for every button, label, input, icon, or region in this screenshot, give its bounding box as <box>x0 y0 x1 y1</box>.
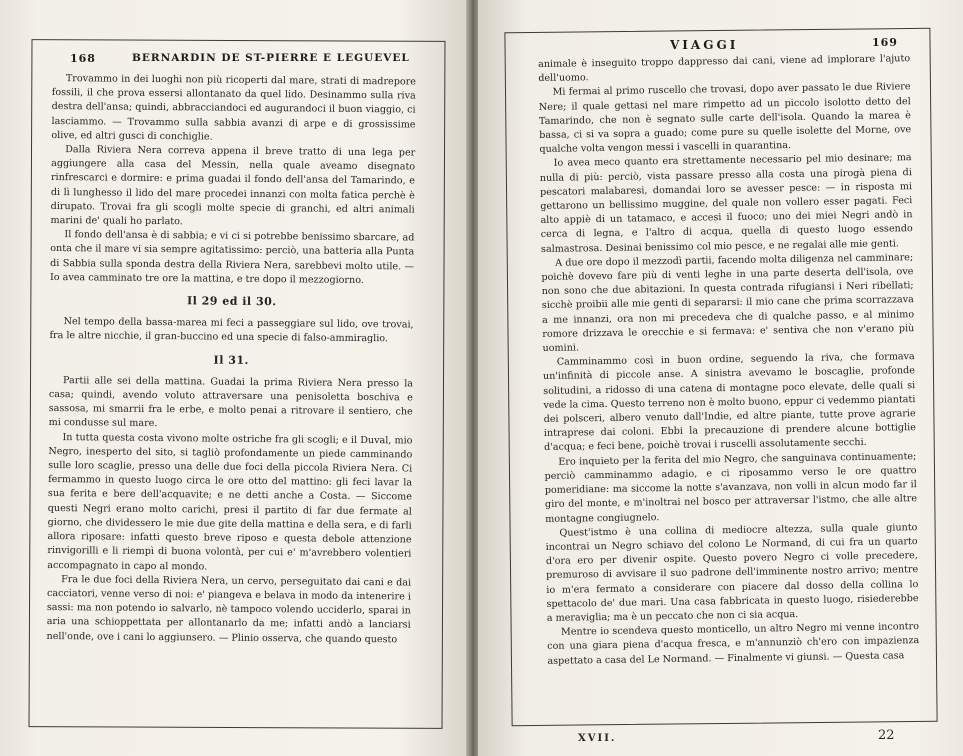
folio-number: 22 <box>878 728 895 743</box>
section-heading: Il 29 ed il 30. <box>186 294 277 309</box>
right-paragraph: Mentre io scendeva questo monticello, un altro Negro mi venne incontro con una giara piena d'acqua fresca, e m'annunziò ch'ero con impazienza aspettato a casa del Le Normand. — Finalmente vi giunsi. — Questa casa <box>547 621 920 667</box>
left-paragraph: Partii alle sei della mattina. Guadai la prima Riviera Nera presso la casa; quindi, avendo voluto attraversare una penisoletta boschiva e sassosa, mi smarrii fra le erbe, e molto penai a ritrovare il sentiero, che mi condusse sul mare. <box>48 374 414 430</box>
right-paragraph: Quest'istmo è una collina di mediocre altezza, sulla quale giunto incontrai un Negro schiavo del colono Le Normand, di cui fra un quarto d'ora ero per divenir ospite. Questo povero Negro ci volle precedere, premuroso di avvisare il suo padrone dell'imminente nostro arrivo; mentre io m'era fermato a considerare con piacere dal dosso della collina lo spettacolo de' due mari. Una casa fabbricata in questo luogo, risiederebbe a meraviglia; ma è un peccato che non ci sia acqua. <box>545 521 919 624</box>
right-running-head: VIAGGI <box>670 38 739 52</box>
right-paragraph: Io avea meco quanto era strettamente necessario pel mio desinare; ma nulla di più: perciò, vista passare presso alla costa una pirogà piena di pescatori malabaresi, domandai loro se avesser pesce: — in risposta mi gettarono un bellissimo muggine, del quale non vollero esser pagati. Feci alto appiè di un tatamaco, e accesi il fuoco; uno dei miei Negri andò in cerca di legna, e l'altro di acqua, quella di questo luogo essendo salmastrosa. Desinai benissimo col mio pesce, e ne regalai alle mie genti. <box>539 152 913 255</box>
right-paragraph: Mi fermai al primo ruscello che trovasi, dopo aver passato le due Riviere Nere; il quale gettasi nel mare rimpetto ad un piccolo isolotto detto del Tamarindo, che non è segnato sulle carte dell'isola. Quando la marea è bassa, ci si va sopra a guado; come pure su quelle isolette del Morne, ove qualche volta vengon messi i vascelli in quarantina. <box>538 81 912 156</box>
right-page-number: 169 <box>872 36 898 49</box>
left-paragraph: In tutta questa costa vivono molte ostriche fra gli scogli; e il Duval, mio Negro, inesperto del sito, si tagliò profondamente un piede camminando sulle loro scaglie, presso una delle due foci della piccola Riviera Nera. Ci fermammo in questo luogo circa le ore otto del mattino: gli feci lavar la sua ferita e bere dell'acquavite; e ne detti anche a Costa. — Siccome questi Negri erano molto carichi, presi il partito di far due fermate al giorno, che dividessero le mie due gite della mattina e della sera, e di farli allora riposare: infatti questo breve riposo e questa debole attenzione rinvigorilli e li riempì di buona volontà, per cui e' m'avrebbero volentieri accompagnato in capo al mondo. <box>47 431 413 573</box>
right-page <box>478 0 963 756</box>
section-heading: Il 31. <box>213 353 249 367</box>
right-paragraph: Camminammo così in buon ordine, seguendo la riva, che formava un'infinità di piccole anse. A sinistra avevamo le boscaglie, profonde solitudini, a ridosso di una catena di montagne poco elevate, delle quali si vede la cima. Questo terreno non è molto buono, eppur ci vedemmo piantati dei polsceri, albero venuto dall'Indie, ed altre piante, tutte prove agrarie intraprese dai coloni. Ebbi la precauzione di prendere alcune bottiglie d'acqua; e feci bene, poichè trovai i ruscelli assolutamente secchi. <box>542 351 916 454</box>
right-body <box>538 52 920 669</box>
left-paragraph: Dalla Riviera Nera correva appena il breve tratto di una lega per aggiungere alla casa del Messin, nella quale aveamo disegnato rinfrescarci e dormire: e prima guadai il fondo dell'ansa del Tamarindo, e di lì lunghesso il lido del mare procedei innanzi con molta fatica perchè è dirupato. Trovai fra gli scogli molte specie di granchi, ed altri animali marini de' quali ho parlato. <box>50 144 416 228</box>
left-paragraph: Il fondo dell'ansa è di sabbia; e vi ci si potrebbe benissimo sbarcare, ad onta che il mare vi sia sempre agitatissimo: perciò, una batteria alla Punta di Sabbia sulla sponda destra della Riviera Nera, sarebbevi molto utile. — Io avea camminato tre ore la mattina, e tre dopo il mezzogiorno. <box>49 229 415 286</box>
left-page <box>0 0 468 756</box>
right-paragraph: animale è inseguito troppo dappresso dai cani, viene ad implorare l'ajuto dell'uomo. <box>538 53 911 85</box>
left-page-number: 168 <box>70 52 96 65</box>
right-paragraph: Ero inquieto per la ferita del mio Negro, che sanguinava continuamente; perciò camminammo adagio, e ci riposammo verso le ore quattro pomeridiane: ma siccome la notte s'avanzava, non volli in alcun modo far il giro del monte, e m'inoltrai nel bosco per attraversar l'istmo, che alle altre montagne congiugnelo. <box>544 450 918 525</box>
left-paragraph: Trovammo in dei luoghi non più ricoperti dal mare, strati di madrepore fossili, il che prova essersi allontanato da quel lido. Desinammo sulla riva destra dell'ansa; quindi, abbracciandoci ed augurandoci il buon viaggio, ci lasciammo. — Trovammo sulla sabbia avanzi di arpe e di grossissime olive, ed altri gusci di conchiglie. <box>51 73 416 143</box>
left-paragraph: Fra le due foci della Riviera Nera, un cervo, perseguitato dai cani e dai cacciatori, venne verso di noi: e' piangeva e belava in modo da intenerire i sassi: ma non potendo io salvarlo, nè tampoco volendo ucciderlo, sparai in aria una schioppettata per allontanarlo da me; infatti andò a lanciarsi nell'onde, ove i cani lo aggiunsero. — Plinio osserva, che quando questo <box>46 573 412 645</box>
right-paragraph: A due ore dopo il mezzodì partii, facendo molta diligenza nel camminare; poichè dovevo fare più di venti leghe in una parte deserta dell'isola, ove non sono che due abitazioni. In questa contrada rifugiansi i Neri ribellati; sicchè proibii alle mie genti di separarsi: il mio cane che prima scorrazzava a me innanzi, ora non mi precedeva che di qualche passo, e al minimo romore drizzava le orecchie e si fermava: e' sentiva che non v'erano più uomini. <box>541 251 915 355</box>
signature-mark: XVII. <box>578 733 617 744</box>
left-running-head: BERNARDIN DE ST-PIERRE E LEGUEVEL <box>132 52 410 64</box>
left-paragraph: Nel tempo della bassa-marea mi feci a passeggiare sul lido, ove trovai, fra le altre nicchie, il gran-buccino ed una specie di falso-ammiraglio. <box>49 316 414 345</box>
left-body <box>47 72 416 647</box>
